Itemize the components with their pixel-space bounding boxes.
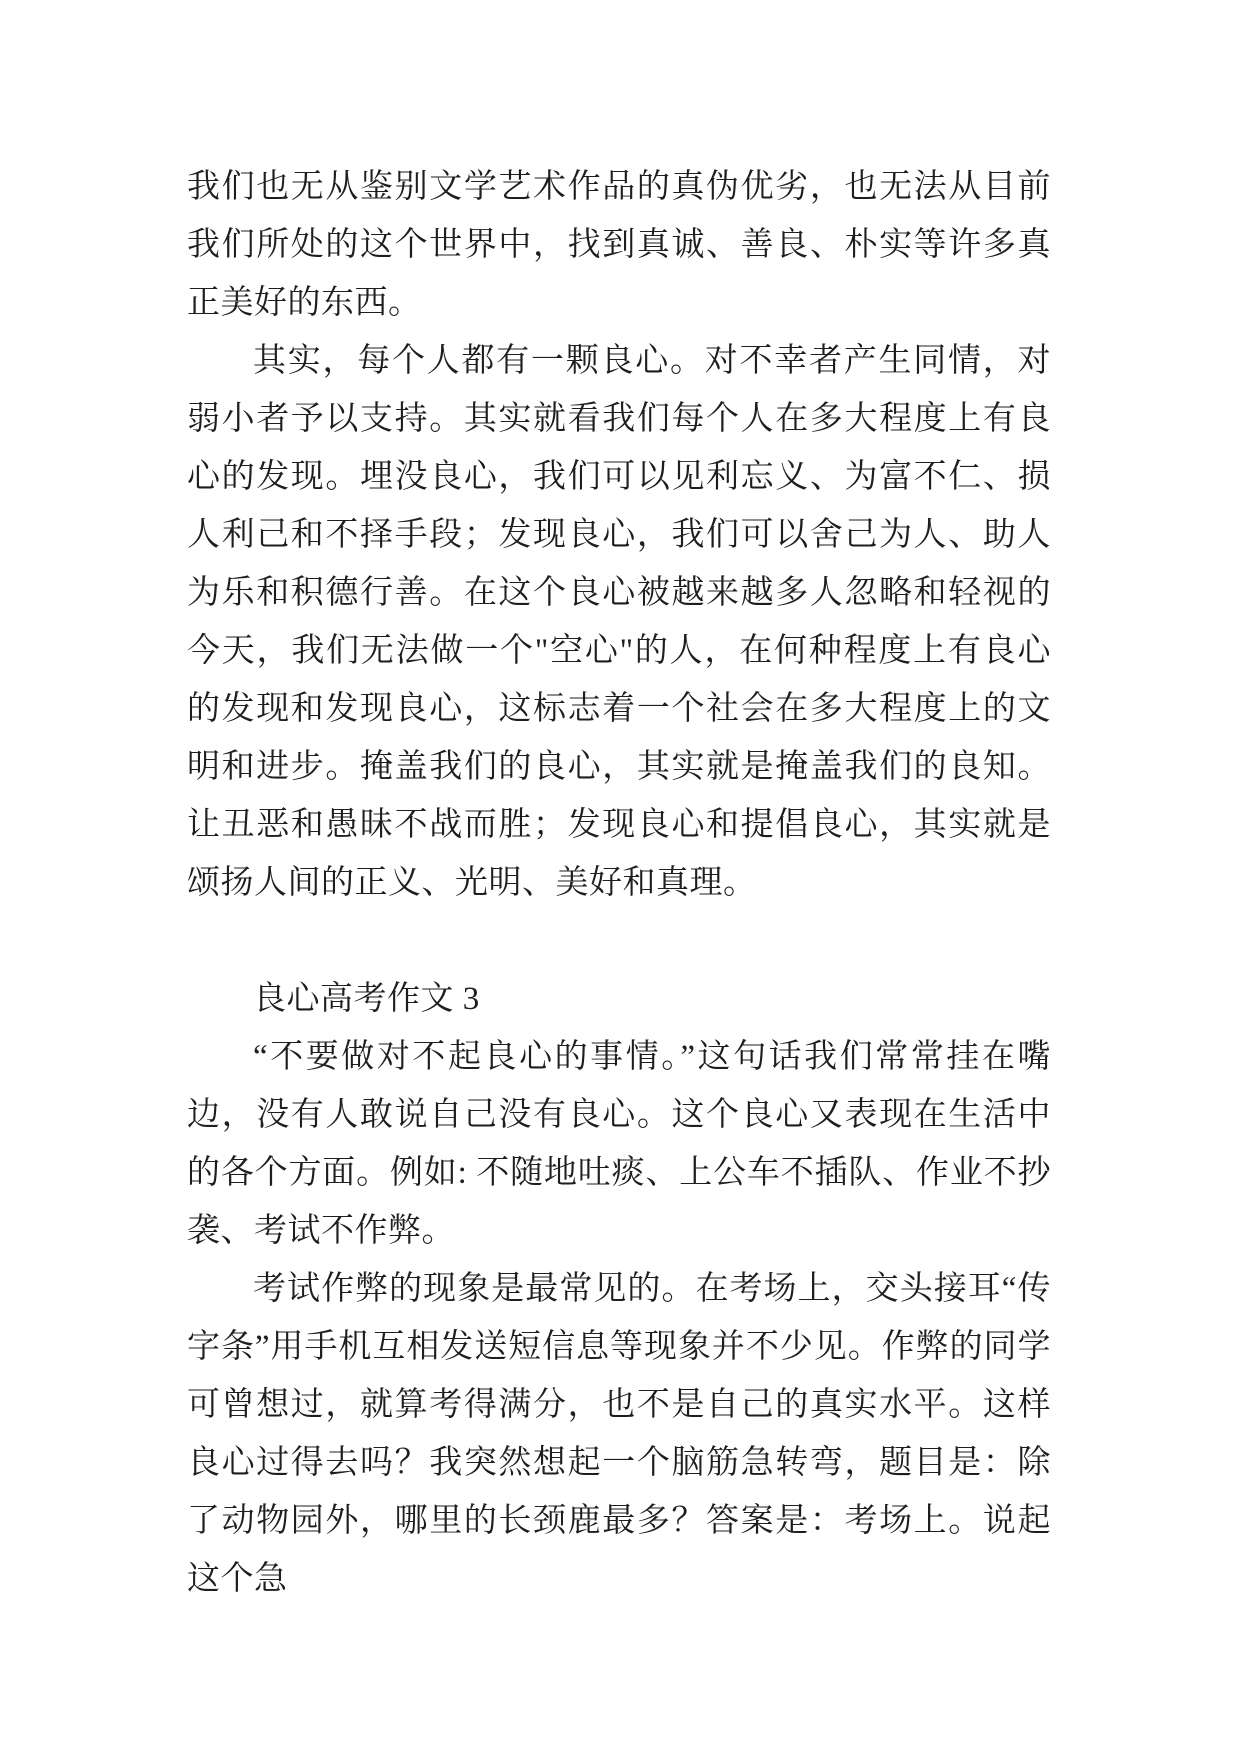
document-page: [187, 158, 1051, 1608]
paragraph-body: “不要做对不起良心的事情。”这句话我们常常挂在嘴边，没有人敢说自己没有良心。这个良心又表现在生活中的各个方面。例如: 不随地吐痰、上公车不插队、作业不抄袭、考试不作弊。: [187, 1039, 1051, 1249]
section-heading: 良心高考作文 3: [253, 981, 480, 1017]
paragraph-body: 其实，每个人都有一颗良心。对不幸者产生同情，对弱小者予以支持。其实就看我们每个人在多大程度上有良心的发现。埋没良心，我们可以见利忘义、为富不仁、损人利己和不择手段；发现良心，我们可以舍己为人、助人为乐和积德行善。在这个良心被越来越多人忽略和轻视的今天，我们无法做一个"空心"的人，在何种程度上有良心的发现和发现良心，这标志着一个社会在多大程度上的文明和进步。掩盖我们的良心，其实就是掩盖我们的良知。让丑恶和愚昧不战而胜；发现良心和提倡良心，其实就是颂扬人间的正义、光明、美好和真理。: [187, 343, 1051, 901]
paragraph-body: 考试作弊的现象是最常见的。在考场上，交头接耳“传字条”用手机互相发送短信息等现象并不少见。作弊的同学可曾想过，就算考得满分，也不是自己的真实水平。这样良心过得去吗？我突然想起一个脑筋急转弯，题目是：除了动物园外，哪里的长颈鹿最多？答案是：考场上。说起这个急: [187, 1271, 1051, 1597]
paragraph-continuation: 我们也无从鉴别文学艺术作品的真伪优劣，也无法从目前我们所处的这个世界中，找到真诚、善良、朴实等许多真正美好的东西。: [187, 169, 1051, 321]
blank-line: [187, 912, 1051, 970]
